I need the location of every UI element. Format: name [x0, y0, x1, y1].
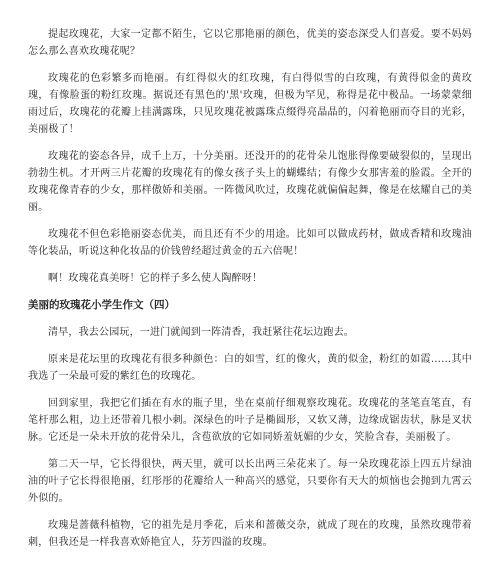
- paragraph: 啊！玫瑰花真美呀！它的样子多么使人陶醉呀！: [48, 273, 263, 284]
- paragraph: 提起玫瑰花，大家一定都不陌生，它以它那艳丽的颜色，优美的姿态深受人们喜爱。要不妈妈怎么那么喜欢玫瑰花呢？: [28, 29, 472, 57]
- paragraph: 清早，我去公园玩，一进门就闻到一阵清香，我赶紧往花坛边跑去。: [48, 327, 354, 338]
- paragraph: 玫瑰花的色彩繁多而艳丽。有红得似火的红玫瑰，有白得似雪的白玫瑰，有黄得似金的黄玫瑰，有像脸蛋的粉红玫瑰。据说还有黑色的'黑'玫瑰，但极为罕见，称得是花中极品。一场蒙蒙细雨过后，玫瑰花的花瓣上挂满露珠，只见玫瑰花被露珠点缀得亮晶晶的，闪着艳丽而夺目的光彩，美丽极了！: [28, 73, 472, 135]
- paragraph: 回到家里，我把它们插在有水的瓶子里，坐在桌前仔细观察玫瑰花。玫瑰花的茎笔直笔直，有笔杆那么粗，边上还带着几根小刺。深绿色的叶子是椭圆形，又软又薄，边缘成锯齿状，脉是叉状脉。它还是一朵未开放的花骨朵儿，含苞欲放的它如同娇羞妩媚的少女，笑脸含春，美丽极了。: [28, 398, 472, 443]
- paragraph: 第二天一早，它长得很快，两天里，就可以长出两三朵花来了。每一朵玫瑰花添上四五片绿油油的叶子它长得很艳丽，红彤彤的花瓣给人一种高兴的感觉，只要你有天大的烦恼也会抛到九霄云外似的。: [28, 459, 472, 504]
- paragraph: 玫瑰是蔷薇科植物，它的祖先是月季花，后来和蔷薇交杂，就成了现在的玫瑰，虽然玫瑰带着刺，但我还是一样我喜欢娇艳宜人，芬芳四溢的玫瑰。: [28, 520, 472, 548]
- paragraph: 玫瑰花的姿态各异，成千上万，十分美丽。还没开的的花骨朵儿饱胀得像要破裂似的，呈现出勃勃生机。才开两三片花瓣的玫瑰花有的像女孩子头上的蝴蝶结；有像少女那害羞的脸霞。全开的玫瑰花像青春的少女，那样傲娇和美丽。一阵微风吹过，玫瑰花就偏偏起舞，像是在炫耀自己的美丽。: [28, 151, 472, 213]
- paragraph: 原来是花坛里的玫瑰花有很多种颜色：白的如雪，红的像火，黄的似金，粉红的如霞……其中我选了一朵最可爱的紫红色的玫瑰花。: [28, 354, 472, 382]
- section-title: 美丽的玫瑰花小学生作文（四）: [28, 299, 175, 311]
- paragraph: 玫瑰花不但色彩艳丽姿态优美，而且还有不少的用途。比如可以做成药材，做成香精和玫瑰油等化装品，听说这种化妆品的价钱曾经超过黄金的五六倍呢！: [28, 229, 472, 257]
